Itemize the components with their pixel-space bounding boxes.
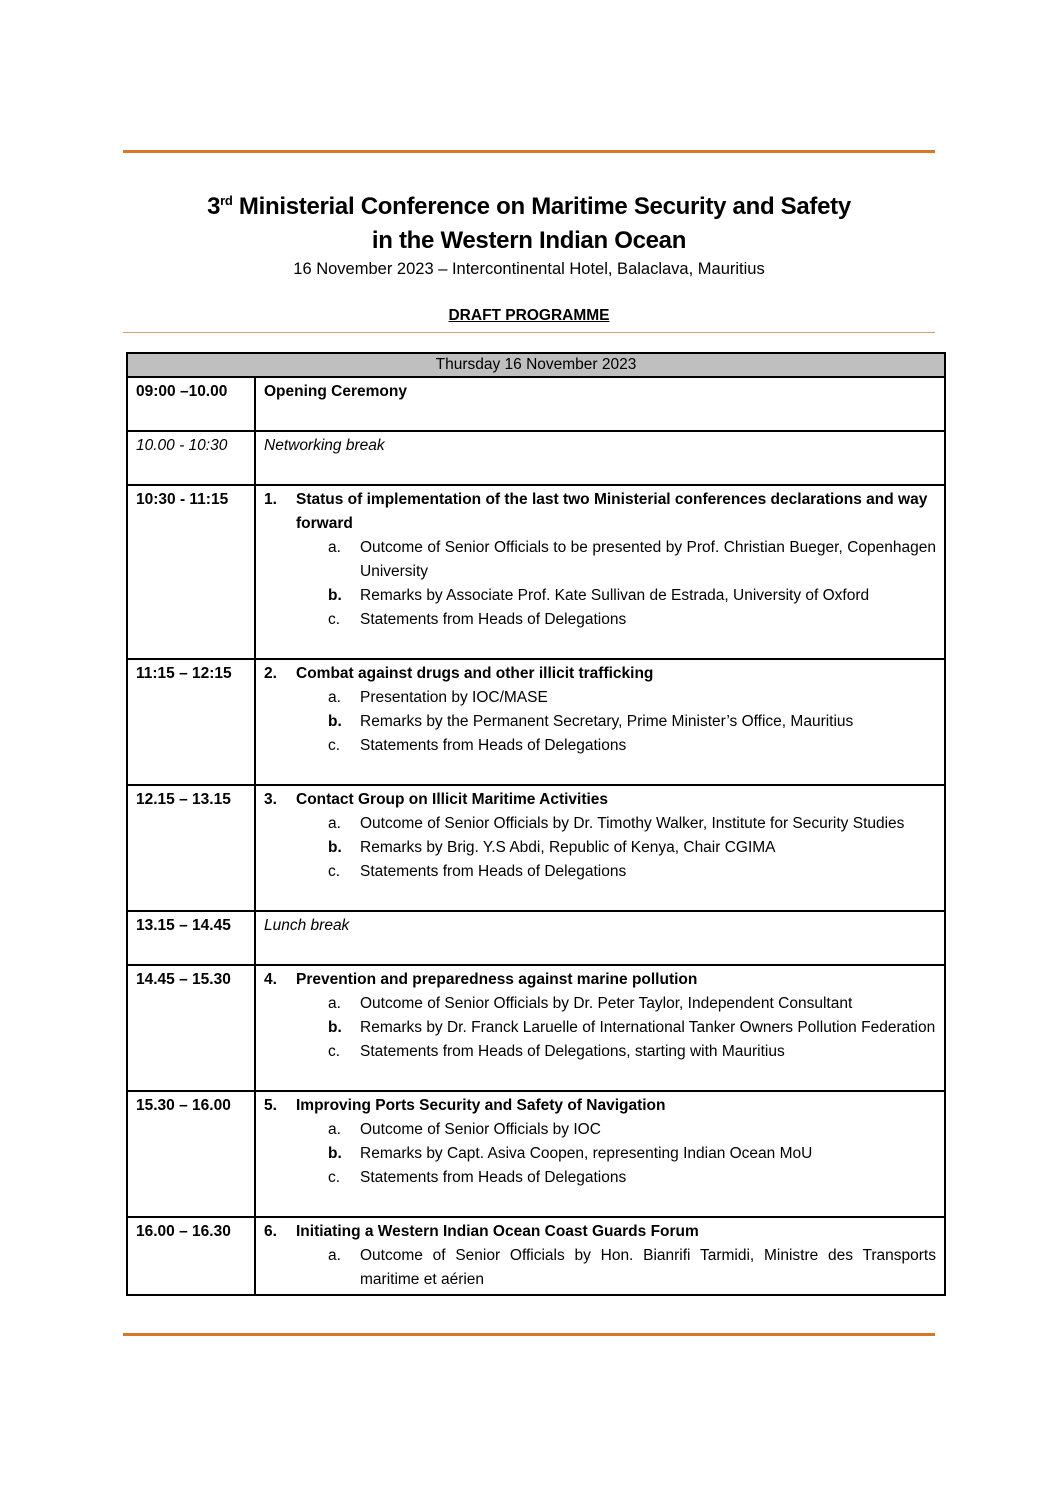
sub-item-text: Outcome of Senior Officials to be presented by Prof. Christian Bueger, Copenhagen University	[360, 539, 936, 580]
sub-item-letter: a.	[328, 815, 341, 832]
topic-title: Contact Group on Illicit Maritime Activities	[296, 791, 609, 808]
sub-item	[264, 1244, 936, 1292]
topic-number: 5.	[264, 1097, 277, 1114]
sub-item	[264, 734, 936, 758]
topic-title: Initiating a Western Indian Ocean Coast Guards Forum	[296, 1223, 699, 1240]
sub-item-letter: a.	[328, 1247, 341, 1264]
sub-item-text: Statements from Heads of Delegations	[360, 863, 627, 880]
sub-item-text: Statements from Heads of Delegations	[360, 1169, 627, 1186]
sub-item-text: Remarks by Dr. Franck Laruelle of International Tanker Owners Pollution Federation	[360, 1019, 936, 1036]
sub-item	[264, 584, 936, 608]
sub-item-letter: b.	[328, 1019, 342, 1036]
topic-number: 6.	[264, 1223, 277, 1240]
sub-item-text: Outcome of Senior Officials by Dr. Peter Taylor, Independent Consultant	[360, 995, 853, 1012]
heading-divider	[123, 332, 935, 333]
sub-item-letter: a.	[328, 1121, 341, 1138]
sub-item-letter: b.	[328, 839, 342, 856]
session-content	[255, 1091, 945, 1217]
table-row	[127, 431, 945, 485]
day-header: Thursday 16 November 2023	[127, 353, 945, 377]
session-time: 10.00 - 10:30	[127, 431, 255, 485]
sub-item-text: Statements from Heads of Delegations, starting with Mauritius	[360, 1043, 785, 1060]
topic-title: Improving Ports Security and Safety of Navigation	[296, 1097, 666, 1114]
topic-title: Status of implementation of the last two Ministerial conferences declarations and way forward	[296, 491, 928, 532]
sub-item-text: Remarks by Associate Prof. Kate Sullivan de Estrada, University of Oxford	[360, 587, 870, 604]
table-row	[127, 1091, 945, 1217]
sub-item	[264, 1166, 936, 1190]
topic-number: 3.	[264, 791, 277, 808]
topic-title: Prevention and preparedness against marine pollution	[296, 971, 698, 988]
sub-item-text: Remarks by Brig. Y.S Abdi, Republic of Kenya, Chair CGIMA	[360, 839, 776, 856]
break-title: Lunch break	[264, 917, 350, 934]
sub-item-letter: c.	[328, 611, 341, 628]
table-row	[127, 659, 945, 785]
sub-item-letter: b.	[328, 587, 342, 604]
session-topic	[264, 488, 936, 536]
session-time: 11:15 – 12:15	[127, 659, 255, 785]
sub-item	[264, 1016, 936, 1040]
sub-item-text: Outcome of Senior Officials by Dr. Timothy Walker, Institute for Security Studies	[360, 815, 905, 832]
session-topic	[264, 662, 936, 686]
session-topic	[264, 968, 936, 992]
header-divider-top	[123, 150, 935, 153]
table-row	[127, 485, 945, 659]
table-row	[127, 965, 945, 1091]
session-content	[255, 965, 945, 1091]
table-row	[127, 785, 945, 911]
sub-item	[264, 812, 936, 836]
sub-item-letter: a.	[328, 995, 341, 1012]
session-time: 09:00 –10.00	[127, 377, 255, 431]
break-title: Networking break	[264, 437, 385, 454]
topic-number: 4.	[264, 971, 277, 988]
title-line1-text: Ministerial Conference on Maritime Security and Safety	[232, 193, 851, 220]
sub-item	[264, 1142, 936, 1166]
topic-number: 1.	[264, 491, 277, 508]
sub-item-letter: a.	[328, 539, 341, 556]
sub-item	[264, 608, 936, 632]
sub-item-letter: c.	[328, 1169, 341, 1186]
session-title: Opening Ceremony	[264, 383, 407, 400]
document-subtitle: 16 November 2023 – Intercontinental Hotel, Balaclava, Mauritius	[293, 260, 765, 278]
topic-number: 2.	[264, 665, 277, 682]
table-row	[127, 1217, 945, 1295]
sub-item-letter: a.	[328, 689, 341, 706]
sub-item-letter: c.	[328, 1043, 341, 1060]
session-content	[255, 485, 945, 659]
sub-item-text: Outcome of Senior Officials by IOC	[360, 1121, 601, 1138]
document-title-line2: in the Western Indian Ocean	[371, 227, 687, 254]
session-time: 10:30 - 11:15	[127, 485, 255, 659]
session-topic	[264, 1094, 936, 1118]
draft-programme-heading: DRAFT PROGRAMME	[448, 307, 610, 324]
session-content	[255, 659, 945, 785]
sub-item	[264, 836, 936, 860]
session-time: 16.00 – 16.30	[127, 1217, 255, 1295]
sub-item-letter: b.	[328, 713, 342, 730]
sub-item	[264, 686, 936, 710]
session-time: 12.15 – 13.15	[127, 785, 255, 911]
topic-title: Combat against drugs and other illicit trafficking	[296, 665, 654, 682]
sub-item-text: Remarks by the Permanent Secretary, Prime Minister’s Office, Mauritius	[360, 713, 854, 730]
sub-item-text: Outcome of Senior Officials by Hon. Bianrifi Tarmidi, Ministre des Transports maritime et aérien	[360, 1247, 936, 1288]
sub-item-letter: c.	[328, 737, 341, 754]
session-content	[255, 1217, 945, 1295]
session-content	[255, 911, 945, 965]
sub-item	[264, 1118, 936, 1142]
sub-item-letter: b.	[328, 1145, 342, 1162]
table-row	[127, 911, 945, 965]
session-topic	[264, 788, 936, 812]
table-row	[127, 377, 945, 431]
sub-item-letter: c.	[328, 863, 341, 880]
session-time: 15.30 – 16.00	[127, 1091, 255, 1217]
title-ordinal: 3	[207, 193, 221, 220]
sub-item	[264, 992, 936, 1016]
session-content	[255, 431, 945, 485]
sub-item-text: Remarks by Capt. Asiva Coopen, representing Indian Ocean MoU	[360, 1145, 813, 1162]
sub-item-text: Statements from Heads of Delegations	[360, 737, 627, 754]
sub-item-text: Statements from Heads of Delegations	[360, 611, 627, 628]
sub-item	[264, 860, 936, 884]
sub-item-text: Presentation by IOC/MASE	[360, 689, 548, 706]
session-topic	[264, 1220, 936, 1244]
session-time: 14.45 – 15.30	[127, 965, 255, 1091]
table-header-row	[127, 353, 945, 377]
sub-item	[264, 1040, 936, 1064]
document-title	[0, 193, 1058, 221]
sub-item	[264, 536, 936, 584]
sub-item	[264, 710, 936, 734]
session-time: 13.15 – 14.45	[127, 911, 255, 965]
session-content	[255, 377, 945, 431]
session-content	[255, 785, 945, 911]
title-ordinal-suffix: rd	[220, 193, 233, 208]
footer-divider	[123, 1333, 935, 1336]
programme-table	[126, 352, 946, 1296]
